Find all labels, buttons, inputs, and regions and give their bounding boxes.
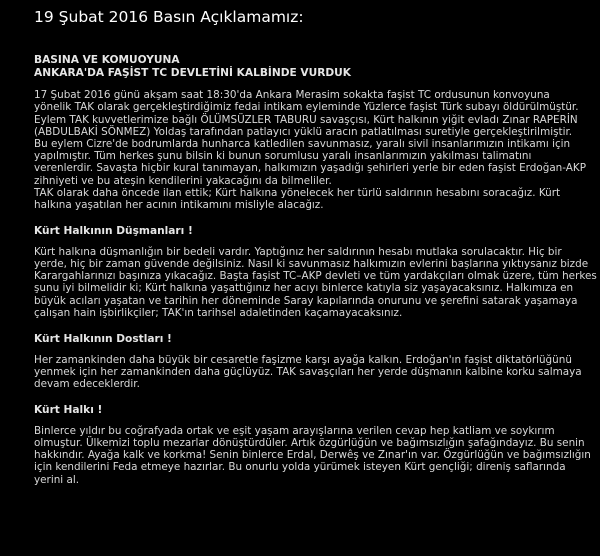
text-line: devam edeceklerdir. <box>34 378 140 391</box>
header-line-1: BASINA VE KOMUOYUNA <box>34 54 180 66</box>
text-line: Bu eylem Cizre'de bodrumlarda hunharca katledilen savunmasız, yaralı sivil insanlarımızın intikamı için <box>34 138 571 150</box>
text-line: 17 Şubat 2016 günü akşam saat 18:30'da Ankara Merasim sokakta faşist TC ordusunun konvoyuna <box>34 89 550 102</box>
statement-header <box>34 54 586 79</box>
text-line: olmuştur. Ülkemizi toplu mezarlar dönüştürdüler. Artık özgürlüğün ve bağımsızlığın şafağındayız. Bu senin <box>34 437 585 450</box>
section-heading-friends: Kürt Halkının Dostları ! <box>34 333 172 346</box>
text-line: Kürt halkına düşmanlığın bir bedeli vardır. Yaptığınız her saldırının hesabı mutlaka sorulacaktır. Hiç bir <box>34 245 562 258</box>
header-line-2: ANKARA'DA FAŞİST TC DEVLETİNİ KALBİNDE VURDUK <box>34 66 351 79</box>
text-line: yapılmıştır. Tüm herkes şunu bilsin ki bunun sorumlusu yaralı insanlarımızın yakılması talimatını <box>34 150 532 163</box>
text-line: Her zamankinden daha büyük bir cesaretle faşizme karşı ayağa kalkın. Erdoğan'ın faşist diktatörlüğünü <box>34 353 572 366</box>
text-line: Binlerce yıldır bu coğrafyada ortak ve eşit yaşam arayışlarına verilen cevap hep katliam ve soykırım <box>34 424 555 437</box>
statement-body <box>34 54 597 486</box>
section-heading-people: Kürt Halkı ! <box>34 404 103 417</box>
section-heading-enemies: Kürt Halkının Düşmanları ! <box>34 225 193 238</box>
text-line: (ABDULBAKİ SÖNMEZ) Yoldaş tarafından patlayıcı yüklü aracın patlatılması suretiyle gerçekleştirilmiştir. <box>34 125 573 138</box>
text-line: büyük acıları yaşatan ve tarihin her döneminde Saray kapılarında onurunu ve şerefini satarak yaşamaya <box>34 294 578 307</box>
text-line: yerde, hiç bir zaman güvende değilsiniz. Nasıl ki savunmasız halkımızın evlerini başlarına yıktıysanız bizde <box>34 258 589 271</box>
section-paragraph-enemies <box>34 245 597 319</box>
text-line: şunu iyi bilmelidir ki; Kürt halkına yaşattığınız her acıyı binlerce katıyla siz yaşayacaksınız. Halkımıza en <box>34 282 574 295</box>
text-line: halkına yaşatılan her acının intikamını misliyle alacağız. <box>34 199 324 212</box>
intro-paragraph <box>34 89 586 211</box>
text-line: zihniyeti ve bu ateşin kendilerini yakacağını da bilmeliler. <box>34 174 332 187</box>
text-line: Eylem TAK kuvvetlerimize bağlı ÖLÜMSÜZLER TABURU savaşçısı, Kürt halkının yiğit evladı Zınar RAPERİN <box>34 113 578 126</box>
text-line: hakkındır. Ayağa kalk ve korkma! Senin binlerce Erdal, Derwêş ve Zınar'ın var. Özgürlüğün ve bağımsızlığın <box>34 449 591 462</box>
section-paragraph-people <box>34 424 591 486</box>
text-line: yerini al. <box>34 473 80 486</box>
text-line: çalışan hain işbirlikçiler; TAK'ın tarihsel adaletinden kaçamayacaksınız. <box>34 306 403 319</box>
text-line: verenlerdir. Savaşta hiçbir kural tanımayan, halkımızın yaşadığı şehirleri yerle bir eden faşist Erdoğan-AKP <box>34 162 586 175</box>
text-line: yönelik TAK olarak gerçekleştirdiğimiz fedai intikam eyleminde Yüzlerce faşist Türk subayı öldürülmüştür. <box>34 101 579 114</box>
text-line: TAK olarak daha öncede ilan ettik; Kürt halkına yönelecek her türlü saldırının hesabını soracağız. Kürt <box>34 186 561 199</box>
section-paragraph-friends <box>34 354 586 391</box>
text-line: için kendilerini Feda etmeye hazırlar. Bu onurlu yolda yürümek isteyen Kürt gençliği; direniş saflarında <box>34 461 566 474</box>
text-line: Karargahlarınızı başınıza yıkacağız. Başta faşist TC–AKP devleti ve tüm yardakçıları olmak üzere, tüm herkes <box>34 270 597 283</box>
text-line: yenmek için her zamankinden daha güçlüyüz. TAK savaşçıları her yerde düşmanın kalbine korku salmaya <box>34 365 582 378</box>
page-title: 19 Şubat 2016 Basın Açıklamamız: <box>34 8 304 26</box>
